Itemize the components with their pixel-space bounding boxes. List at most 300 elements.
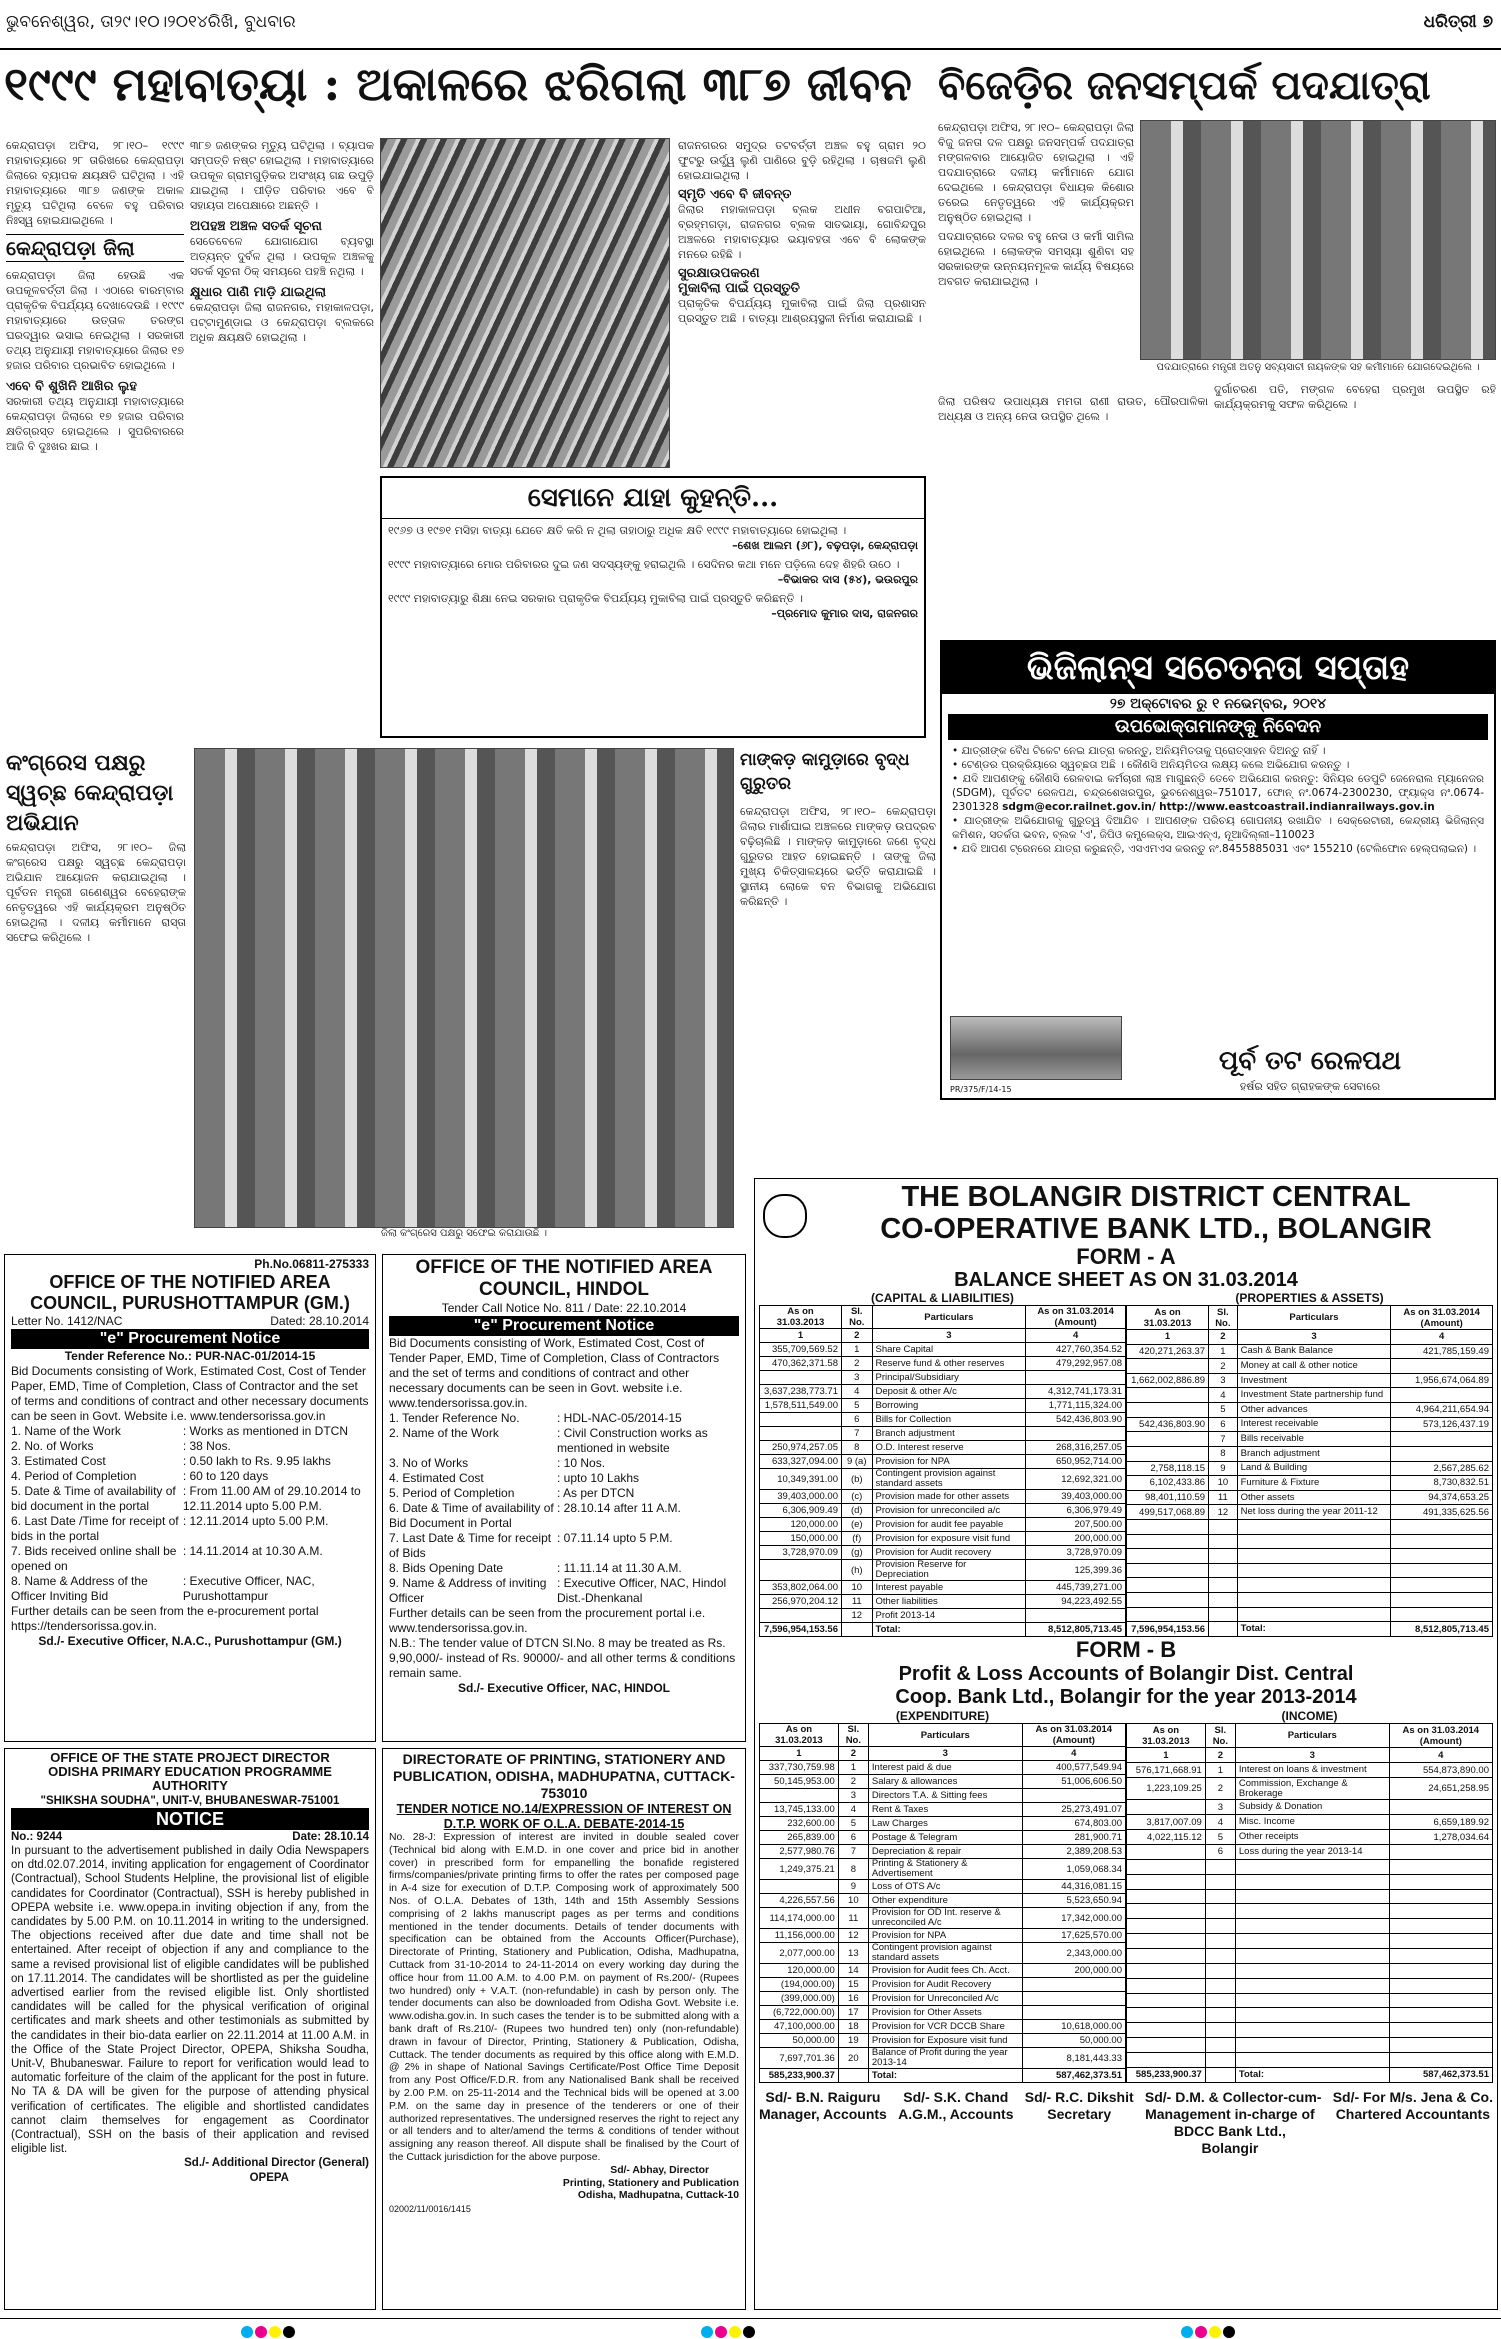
- table-cell: [1235, 2008, 1389, 2023]
- table-cell: [1389, 2053, 1492, 2068]
- table-cell: 8,512,805,713.45: [1391, 1622, 1493, 1637]
- nac2-item-value: : HDL-NAC-05/2014-15: [557, 1411, 682, 1425]
- table-cell: Depreciation & repair: [868, 1845, 1022, 1859]
- table-cell: (g): [842, 1546, 873, 1560]
- table-cell: [1391, 1563, 1493, 1578]
- table-cell: [1127, 1359, 1209, 1374]
- opepa-no: No.: 9244: [11, 1830, 63, 1843]
- balance-row: [1127, 1578, 1493, 1593]
- table-cell: 2: [838, 1775, 868, 1789]
- quote-3: ୧୯୯୯ ମହାବାତ୍ୟାରୁ ଶିକ୍ଷା ନେଇ ସରକାର ପ୍ରାକୃତିକ ବିପର୍ଯ୍ୟୟ ମୁକାବିଲା ପାଇଁ ପ୍ରସ୍ତୁତି କରିଛନ୍ତି ।: [388, 592, 803, 605]
- table-cell: Provision for Exposure visit fund: [868, 2034, 1022, 2048]
- table-cell: [1209, 1549, 1238, 1564]
- table-cell: 470,362,371.58: [760, 1357, 842, 1371]
- pl-income: [1126, 1723, 1493, 2083]
- table-cell: [1209, 1592, 1238, 1607]
- table-cell: [1389, 1845, 1492, 1860]
- vigilance-item-5: • ଯଦି ଆପଣ ଟ୍ରେନରେ ଯାତ୍ରା କରୁଛନ୍ତି, ଏସଏମଏସ କରନ୍ତୁ ନଂ.8455885031 ଏବଂ 155210 (ଟେଲିଫୋନ ହେଲ୍ପଲାଇନ) ।: [952, 843, 1477, 855]
- table-cell: Provision for VCR DCCB Share: [868, 2020, 1022, 2034]
- table-header: As on 31.03.2014 (Amount): [1022, 1724, 1125, 1747]
- table-cell: 9: [838, 1880, 868, 1894]
- table-cell: [1391, 1592, 1493, 1607]
- table-cell: [1389, 1963, 1492, 1978]
- nac2-item-key: 6. Date & Time of availability of Bid Document in Portal: [389, 1501, 554, 1530]
- pl-row: [1127, 2067, 1493, 2082]
- table-cell: 18: [838, 2020, 868, 2034]
- signature-name: Sd/- R.C. Dikshit: [1024, 2089, 1134, 2105]
- bjd-body: କେନ୍ଦ୍ରାପଡ଼ା ଅଫିସ, ୨୮।୧୦– କେନ୍ଦ୍ରାପଡ଼ା ଜିଲା ବିଜୁ ଜନତା ଦଳ ପକ୍ଷରୁ ଜନସମ୍ପର୍କ ପଦଯାତ୍ରା ମଙ୍ଗଳବାର ଆୟୋଜିତ ହୋଇଥିଲା । ଏହି ପଦଯାତ୍ରାରେ ଦଳୀୟ କର୍ମୀମାନେ ଯୋଗ ଦେଇଥିଲେ । କେନ୍ଦ୍ରାପଡ଼ା ବିଧାୟକ କିଶୋର ତରେଇ ନେତୃତ୍ୱରେ ଏହି କାର୍ଯ୍ୟକ୍ରମ ଅନୁଷ୍ଠିତ ହୋଇଥିଲା ।: [938, 121, 1134, 224]
- table-col-number: 3: [1237, 1330, 1391, 1345]
- table-col-number: 4: [1026, 1329, 1126, 1343]
- table-cell: [1022, 2006, 1125, 2020]
- table-cell: 94,374,653.25: [1391, 1490, 1493, 1505]
- table-cell: 2,077,000.00: [760, 1943, 839, 1964]
- nac2-item: [389, 1456, 739, 1471]
- pl-row: [1127, 1778, 1493, 1800]
- table-cell: Rent & Taxes: [868, 1803, 1022, 1817]
- table-cell: Other expenditure: [868, 1894, 1022, 1908]
- balance-row: [1127, 1373, 1493, 1388]
- pl-row: [760, 1803, 1126, 1817]
- balance-row: [760, 1357, 1126, 1371]
- table-cell: Provision for Unreconciled A/c: [868, 1992, 1022, 2006]
- table-cell: [1237, 1578, 1391, 1593]
- pl-row: [760, 1943, 1126, 1964]
- bjd-caption: ପଦଯାତ୍ରାରେ ମନ୍ତ୍ରୀ ଅତନୁ ସବ୍ୟସାଚୀ ନାୟକଙ୍କ ସହ କର୍ମୀମାନେ ଯୋଗଦେଇଥିଲେ ।: [1156, 362, 1480, 373]
- table-cell: 9 (a): [842, 1455, 873, 1469]
- vigilance-web[interactable]: http://www.eastcoastrail.indianrailways.gov.in: [1159, 801, 1435, 813]
- table-cell: 120,000.00: [760, 1964, 839, 1978]
- table-cell: [1237, 1607, 1391, 1622]
- table-cell: [760, 1560, 842, 1581]
- balance-row: [760, 1504, 1126, 1518]
- table-cell: 98,401,110.59: [1127, 1490, 1209, 1505]
- table-cell: (f): [842, 1532, 873, 1546]
- table-cell: 16: [838, 1992, 868, 2006]
- table-header: As on 31.03.2014 (Amount): [1026, 1306, 1126, 1329]
- cyclone-column-2: [190, 138, 374, 738]
- table-cell: 10: [842, 1581, 873, 1595]
- table-cell: [760, 1427, 842, 1441]
- table-cell: 7: [1209, 1432, 1238, 1447]
- table-col-number: 1: [760, 1329, 842, 1343]
- signature-name: Sd/- For M/s. Jena & Co.: [1332, 2089, 1493, 2105]
- table-cell: 8: [838, 1859, 868, 1880]
- table-cell: [1389, 2008, 1492, 2023]
- balance-row: [1127, 1534, 1493, 1549]
- table-header: Sl. No.: [838, 1724, 868, 1747]
- pl-row: [760, 1817, 1126, 1831]
- table-cell: 400,577,549.94: [1022, 1761, 1125, 1775]
- quotes-title: ସେମାନେ ଯାହା କୁହନ୍ତି...: [382, 478, 924, 519]
- cyclone-body-2: ୩୮୭ ଜଣଙ୍କର ମୃତ୍ୟୁ ଘଟିଥିଲା । ବ୍ୟାପକ ସମ୍ପତ୍ତି ନଷ୍ଟ ହୋଇଥିଲା । ମହାବାତ୍ୟାରେ ଉପକୂଳ ଗ୍ରାମଗୁଡ଼ିକର ଅସଂଖ୍ୟ ଗଛ ଉପୁଡ଼ି ଯାଇଥିଲା । ପୀଡ଼ିତ ପରିବାର ଏବେ ବି ସହାୟତା ଅପେକ୍ଷାରେ ଅଛନ୍ତି ।: [190, 139, 374, 212]
- table-cell: 51,006,606.50: [1022, 1775, 1125, 1789]
- table-cell: [1235, 1889, 1389, 1904]
- table-cell: 491,335,625.56: [1391, 1505, 1493, 1520]
- table-header: Particulars: [868, 1724, 1022, 1747]
- opepa-bar: NOTICE: [11, 1808, 369, 1830]
- pl-row: [1127, 1949, 1493, 1964]
- bank-pl-title-2: Coop. Bank Ltd., Bolangir for the year 2013-2014: [895, 1686, 1357, 1708]
- balance-row: [760, 1595, 1126, 1609]
- nac2-item: [389, 1561, 739, 1576]
- table-cell: 125,399.36: [1026, 1560, 1126, 1581]
- table-cell: 20: [838, 2048, 868, 2069]
- table-cell: Interest receivable: [1237, 1417, 1391, 1432]
- table-cell: 2: [842, 1357, 873, 1371]
- table-cell: Investment: [1237, 1373, 1391, 1388]
- table-cell: 39,403,000.00: [1026, 1490, 1126, 1504]
- table-cell: 1,278,034.64: [1389, 1830, 1492, 1845]
- nac2-item-value: : 10 Nos.: [557, 1456, 606, 1470]
- table-cell: 2: [1209, 1359, 1238, 1374]
- table-cell: [1127, 1563, 1209, 1578]
- table-cell: 1,771,115,324.00: [1026, 1399, 1126, 1413]
- table-cell: [1235, 1963, 1389, 1978]
- table-cell: 19: [838, 2034, 868, 2048]
- nac2-item: [389, 1486, 739, 1501]
- table-cell: Contingent provision against standard assets: [868, 1943, 1022, 1964]
- table-cell: [1391, 1578, 1493, 1593]
- table-cell: 13,745,133.00: [760, 1803, 839, 1817]
- table-cell: [1127, 1534, 1209, 1549]
- table-cell: 150,000.00: [760, 1532, 842, 1546]
- table-cell: 5: [1209, 1403, 1238, 1418]
- cyan-swatch: [701, 2326, 713, 2338]
- table-cell: Law Charges: [868, 1817, 1022, 1831]
- black-swatch: [743, 2326, 755, 2338]
- printing-title: DIRECTORATE OF PRINTING, STATIONERY AND PUBLICATION, ODISHA, MADHUPATNA, CUTTACK-753010: [393, 1751, 735, 1801]
- cyclone-body-5: କେନ୍ଦ୍ରାପଡ଼ା ଜିଲା ରାଜନଗର, ମହାକାଳପଡ଼ା, ପଟ୍ଟାମୁଣ୍ଡାଇ ଓ କେନ୍ଦ୍ରାପଡ଼ା ବ୍ଲକରେ ଅଧିକ କ୍ଷୟକ୍ଷତି ହୋଇଥିଲା ।: [190, 301, 374, 344]
- nac1-phone: Ph.No.06811-275333: [254, 1257, 369, 1271]
- table-cell: 50,000.00: [1022, 2034, 1125, 2048]
- train-photo: [950, 1016, 1122, 1080]
- pl-row: [1127, 1815, 1493, 1830]
- table-cell: 1,223,109.25: [1127, 1778, 1206, 1800]
- bank-signature: [1025, 2089, 1134, 2157]
- table-col-number: 2: [1205, 1748, 1235, 1763]
- nac1-item: [11, 1439, 369, 1454]
- table-cell: 573,126,437.19: [1391, 1417, 1493, 1432]
- table-cell: (e): [842, 1518, 873, 1532]
- table-cell: [1127, 1934, 1206, 1949]
- table-cell: 1: [838, 1761, 868, 1775]
- table-cell: 6: [1205, 1845, 1235, 1860]
- table-cell: 50,000.00: [760, 2034, 839, 2048]
- table-cell: [1205, 1859, 1235, 1874]
- nac-hindol-notice: [382, 1254, 746, 1742]
- table-header: Particulars: [872, 1306, 1026, 1329]
- table-cell: 3,728,970.09: [1026, 1546, 1126, 1560]
- table-cell: Commission, Exchange & Brokerage: [1235, 1778, 1389, 1800]
- nac1-item: [11, 1454, 369, 1469]
- table-cell: 200,000.00: [1022, 1964, 1125, 1978]
- bjd-column-3: [1214, 382, 1496, 632]
- nac1-item: [11, 1544, 369, 1574]
- table-cell: [1205, 2067, 1235, 2082]
- table-cell: 11: [838, 1908, 868, 1929]
- table-cell: 12,692,321.00: [1026, 1469, 1126, 1490]
- table-header: As on 31.03.2014 (Amount): [1389, 1724, 1492, 1748]
- table-cell: 3: [842, 1371, 873, 1385]
- bank-form-b: FORM - B: [1075, 1637, 1177, 1662]
- table-cell: [1205, 2038, 1235, 2053]
- magenta-swatch: [255, 2326, 267, 2338]
- nac2-item-key: 3. No of Works: [389, 1456, 469, 1470]
- table-header: As on 31.03.2013: [760, 1724, 839, 1747]
- balance-row: [760, 1343, 1126, 1357]
- quote-2-by: –ବିଭାକର ଦାସ (୫୪), ଭଉରପୁର: [777, 573, 918, 586]
- table-cell: Total:: [1237, 1622, 1391, 1637]
- pl-row: [1127, 2008, 1493, 2023]
- printing-sign-1: Sd/- Abhay, Director: [610, 2164, 709, 2176]
- magenta-swatch: [1195, 2326, 1207, 2338]
- pl-row: [760, 1894, 1126, 1908]
- table-cell: 24,651,258.95: [1389, 1778, 1492, 1800]
- table-cell: 1,662,002,886.89: [1127, 1373, 1209, 1388]
- pl-row: [1127, 1845, 1493, 1860]
- nac2-title: OFFICE OF THE NOTIFIED AREA COUNCIL, HINDOL: [415, 1257, 713, 1300]
- table-cell: 4,022,115.12: [1127, 1830, 1206, 1845]
- table-cell: Reserve fund & other reserves: [872, 1357, 1026, 1371]
- table-cell: Land & Building: [1237, 1461, 1391, 1476]
- table-cell: [1205, 1889, 1235, 1904]
- table-cell: 4,312,741,173.31: [1026, 1385, 1126, 1399]
- table-cell: [1209, 1563, 1238, 1578]
- table-header: Particulars: [1237, 1306, 1391, 1330]
- table-cell: [1127, 1519, 1209, 1534]
- table-cell: O.D. Interest reserve: [872, 1441, 1026, 1455]
- quotes-box: [380, 476, 926, 738]
- table-cell: [1022, 1978, 1125, 1992]
- table-cell: [1235, 2053, 1389, 2068]
- opepa-notice: [4, 1748, 376, 2310]
- vigilance-item-5-text: ଯଦି ଆପଣ ଟ୍ରେନରେ ଯାତ୍ରା କରୁଛନ୍ତି, ଏସଏମଏସ କରନ୍ତୁ ନଂ.8455885031 ଏବଂ 155210 (ଟେଲିଫୋନ ହେଲ୍ପଲାଇନ) ।: [961, 843, 1477, 855]
- table-cell: 2,343,000.00: [1022, 1943, 1125, 1964]
- bjd-column-1: [938, 120, 1134, 390]
- quote-3-by: –ପ୍ରମୋଦ କୁମାର ଦାସ, ରାଜନଗର: [771, 607, 918, 620]
- table-cell: 7,596,954,153.56: [1127, 1622, 1209, 1637]
- table-cell: Profit 2013-14: [872, 1609, 1026, 1623]
- table-cell: [1205, 2023, 1235, 2038]
- vigilance-ad: [940, 640, 1496, 1100]
- table-cell: Cash & Bank Balance: [1237, 1344, 1391, 1359]
- vigilance-subtitle: ଉପଭୋକ୍ତାମାନଙ୍କୁ ନିବେଦନ: [948, 714, 1488, 740]
- table-cell: (6,722,000.00): [760, 2006, 839, 2020]
- balance-row: [760, 1371, 1126, 1385]
- quote-1-by: –ଶେଖ ଆଲମ (୬୮), ବଢ଼ପଡ଼ା, କେନ୍ଦ୍ରାପଡ଼ା: [732, 539, 918, 552]
- table-cell: 6: [842, 1413, 873, 1427]
- pl-row: [1127, 1993, 1493, 2008]
- table-cell: Other receipts: [1235, 1830, 1389, 1845]
- table-col-number: 4: [1022, 1747, 1125, 1761]
- table-cell: Salary & allowances: [868, 1775, 1022, 1789]
- market-headline: ମାଙ୍କଡ଼ କାମୁଡ଼ାରେ ବୃଦ୍ଧ ଗୁରୁତର: [740, 750, 910, 794]
- table-cell: [1235, 1874, 1389, 1889]
- bank-exp-head: (EXPENDITURE): [895, 1709, 990, 1723]
- nac2-item: [389, 1576, 739, 1606]
- table-cell: 479,292,957.08: [1026, 1357, 1126, 1371]
- balance-row: [760, 1560, 1126, 1581]
- table-cell: [1127, 2008, 1206, 2023]
- table-cell: 2,577,980.76: [760, 1845, 839, 1859]
- table-cell: [760, 1609, 842, 1623]
- table-cell: [1127, 1403, 1209, 1418]
- table-cell: 281,900.71: [1022, 1831, 1125, 1845]
- nac1-item-value: : 0.50 lakh to Rs. 9.95 lakhs: [182, 1454, 331, 1468]
- cyclone-photo: [380, 138, 670, 468]
- table-cell: Directors T.A. & Sitting fees: [868, 1789, 1022, 1803]
- nac1-item-key: 6. Last Date /Time for receipt of bids in the portal: [11, 1514, 179, 1543]
- signature-name: Sd/- B.N. Raiguru: [765, 2089, 881, 2105]
- table-cell: [1127, 1919, 1206, 1934]
- nac1-item-key: 7. Bids received online shall be opened on: [11, 1544, 177, 1573]
- bank-inc-head: (INCOME): [1281, 1709, 1338, 1723]
- nac2-item: [389, 1501, 739, 1531]
- table-cell: 47,100,000.00: [760, 2020, 839, 2034]
- table-cell: 207,500.00: [1026, 1518, 1126, 1532]
- nac1-item-key: 8. Name & Address of the Officer Inviting Bid: [11, 1574, 148, 1603]
- balance-sheet-assets: [1126, 1305, 1493, 1637]
- nac2-item-value: : As per DTCN: [557, 1486, 635, 1500]
- table-cell: Total:: [868, 2069, 1022, 2083]
- signature-name: Sd/- S.K. Chand: [903, 2089, 1009, 2105]
- bank-signature: [759, 2089, 887, 2157]
- balance-row: [1127, 1388, 1493, 1403]
- table-cell: [1127, 1874, 1206, 1889]
- table-cell: 427,760,354.52: [1026, 1343, 1126, 1357]
- quote-1: ୧୯୬୭ ଓ ୧୯୭୧ ମସିହା ବାତ୍ୟା ଯେତେ କ୍ଷତି କରି ନ ଥିଲା ତାହାଠାରୁ ଅଧିକ କ୍ଷତି ୧୯୯୯ ମହାବାତ୍ୟାରେ ହୋଇଥିଲା ।: [388, 524, 847, 537]
- table-cell: [760, 1413, 842, 1427]
- table-cell: [1127, 1859, 1206, 1874]
- table-cell: 7: [838, 1845, 868, 1859]
- nac1-item: [11, 1424, 369, 1439]
- balance-row: [1127, 1490, 1493, 1505]
- table-cell: [1235, 1904, 1389, 1919]
- table-cell: 587,462,373.51: [1022, 2069, 1125, 2083]
- table-col-number: 1: [760, 1747, 839, 1761]
- table-cell: 542,436,803.90: [1127, 1417, 1209, 1432]
- table-header: As on 31.03.2013: [1127, 1306, 1209, 1330]
- table-cell: [1127, 1904, 1206, 1919]
- table-header: Sl. No.: [1209, 1306, 1238, 1330]
- bjd-body-3: ଜିଲା ପରିଷଦ ଉପାଧ୍ୟକ୍ଷ ମମତା ରାଣୀ ରାଉତ, ପୌରପାଳିକା ଅଧ୍ୟକ୍ଷ ଓ ଅନ୍ୟ ନେତା ଉପସ୍ଥିତ ଥିଲେ ।: [938, 395, 1208, 423]
- table-cell: Net loss during the year 2011-12: [1237, 1505, 1391, 1520]
- table-cell: [1022, 1992, 1125, 2006]
- nac2-tender: Tender Call Notice No. 811 / Date: 22.10.2014: [441, 1301, 687, 1315]
- table-cell: [1209, 1607, 1238, 1622]
- balance-row: [1127, 1549, 1493, 1564]
- table-cell: 3,637,238,773.71: [760, 1385, 842, 1399]
- table-cell: Provision for OD Int. reserve & unreconciled A/c: [868, 1908, 1022, 1929]
- table-cell: [838, 2069, 868, 2083]
- table-cell: 10: [838, 1894, 868, 1908]
- table-cell: Misc. Income: [1235, 1815, 1389, 1830]
- cyclone-col4-body: ରାଜନଗରର ସମୁଦ୍ର ତଟବର୍ତ୍ତୀ ଅଞ୍ଚଳ ବହୁ ଗ୍ରାମ ୨୦ ଫୁଟରୁ ଉର୍ଦ୍ଧ୍ୱ ଲୁଣି ପାଣିରେ ବୁଡ଼ି ରହିଥିଲା । ଚାଷଜମି ଲୁଣି ହୋଇଯାଇଥିଲା ।: [678, 139, 926, 182]
- balance-row: [1127, 1446, 1493, 1461]
- table-cell: [1237, 1563, 1391, 1578]
- table-cell: [760, 1789, 839, 1803]
- table-cell: 10,618,000.00: [1022, 2020, 1125, 2034]
- table-cell: Money at call & other notice: [1237, 1359, 1391, 1374]
- table-cell: 445,739,271.00: [1026, 1581, 1126, 1595]
- table-cell: [1127, 1889, 1206, 1904]
- vigilance-footer: ପୂର୍ବ ତଟ ରେଳପଥ: [1218, 1046, 1402, 1076]
- table-cell: 5,523,650.94: [1022, 1894, 1125, 1908]
- table-cell: Principal/Subsidiary: [872, 1371, 1026, 1385]
- table-header: As on 31.03.2013: [1127, 1724, 1206, 1748]
- pl-row: [760, 2034, 1126, 2048]
- pl-row: [760, 2069, 1126, 2083]
- table-cell: [1391, 1432, 1493, 1447]
- pl-row: [1127, 1800, 1493, 1815]
- pl-row: [1127, 2023, 1493, 2038]
- table-cell: [1209, 1534, 1238, 1549]
- table-cell: [1391, 1388, 1493, 1403]
- pl-row: [1127, 1763, 1493, 1778]
- table-cell: [1237, 1519, 1391, 1534]
- table-cell: 3: [1209, 1373, 1238, 1388]
- nac1-item-value: : Works as mentioned in DTCN: [182, 1424, 348, 1438]
- table-col-number: 3: [872, 1329, 1026, 1343]
- bjd-body-4: ଦୁର୍ଗାଚରଣ ପତି, ମଙ୍ଗଳ ବେହେରା ପ୍ରମୁଖ ଉପସ୍ଥିତ ରହି କାର୍ଯ୍ୟକ୍ରମକୁ ସଫଳ କରିଥିଲେ ।: [1214, 383, 1496, 411]
- table-col-number: 2: [838, 1747, 868, 1761]
- table-cell: 4,226,557.56: [760, 1894, 839, 1908]
- table-cell: Provision for audit fee payable: [872, 1518, 1026, 1532]
- table-cell: [1235, 1993, 1389, 2008]
- nac1-letter: Letter No. 1412/NAC: [11, 1314, 123, 1328]
- vigilance-email[interactable]: sdgm@ecor.railnet.gov.in/: [1002, 801, 1156, 813]
- table-cell: Investment State partnership fund: [1237, 1388, 1391, 1403]
- pl-row: [1127, 1978, 1493, 1993]
- pl-row: [760, 1831, 1126, 1845]
- table-cell: 6: [1209, 1417, 1238, 1432]
- table-cell: [1026, 1609, 1126, 1623]
- bank-left-head: (CAPITAL & LIABILITIES): [871, 1291, 1014, 1305]
- table-cell: Loss of OTS A/c: [868, 1880, 1022, 1894]
- table-cell: 6: [838, 1831, 868, 1845]
- table-cell: Bills for Collection: [872, 1413, 1026, 1427]
- bank-bs-title: BALANCE SHEET AS ON 31.03.2014: [954, 1269, 1298, 1291]
- cyclone-col4-body-3: ପ୍ରାକୃତିକ ବିପର୍ଯ୍ୟୟ ମୁକାବିଲା ପାଇଁ ଜିଲା ପ୍ରଶାସନ ପ୍ରସ୍ତୁତ ଅଛି । ବାତ୍ୟା ଆଶ୍ରୟସ୍ଥଳୀ ନିର୍ମାଣ କରାଯାଇଛି ।: [678, 297, 926, 325]
- table-cell: [1237, 1534, 1391, 1549]
- nac1-item: [11, 1574, 369, 1604]
- table-cell: (d): [842, 1504, 873, 1518]
- table-cell: 421,785,159.49: [1391, 1344, 1493, 1359]
- market-body: କେନ୍ଦ୍ରାପଡ଼ା ଅଫିସ, ୨୮।୧୦– କେନ୍ଦ୍ରାପଡ଼ା ଜିଲାର ମାର୍ଶାଘାଇ ଅଞ୍ଚଳରେ ମାଙ୍କଡ଼ ଉପଦ୍ରବ ବଢ଼ିଚାଲିଛି । ମାଙ୍କଡ଼ କାମୁଡ଼ାରେ ଜଣେ ବୃଦ୍ଧ ଗୁରୁତର ଆହତ ହୋଇଛନ୍ତି । ତାଙ୍କୁ ଜିଲା ମୁଖ୍ୟ ଚିକିତ୍ସାଳୟରେ ଭର୍ତ୍ତି କରାଯାଇଛି । ସ୍ଥାନୀୟ ଲୋକେ ବନ ବିଭାଗକୁ ଅଭିଯୋଗ କରିଛନ୍ତି ।: [740, 805, 936, 908]
- table-cell: [1389, 1919, 1492, 1934]
- vigilance-code: PR/375/F/14-15: [950, 1085, 1012, 1094]
- table-cell: [1205, 1934, 1235, 1949]
- table-cell: 6,102,433.86: [1127, 1476, 1209, 1491]
- pl-row: [1127, 1889, 1493, 1904]
- table-cell: [1237, 1592, 1391, 1607]
- table-cell: 8,512,805,713.45: [1026, 1623, 1126, 1637]
- table-cell: 5: [842, 1399, 873, 1413]
- table-col-number: 4: [1389, 1748, 1492, 1763]
- balance-row: [760, 1413, 1126, 1427]
- table-cell: 7: [842, 1427, 873, 1441]
- balance-row: [760, 1532, 1126, 1546]
- table-cell: 1: [842, 1343, 873, 1357]
- table-col-number: 2: [842, 1329, 873, 1343]
- nac-purushottampur-notice: [4, 1254, 376, 1742]
- table-cell: 3,728,970.09: [760, 1546, 842, 1560]
- nac1-item-value: : Executive Officer, NAC, Purushottampur: [182, 1574, 315, 1603]
- table-cell: 554,873,890.00: [1389, 1763, 1492, 1778]
- balance-row: [1127, 1461, 1493, 1476]
- table-cell: 8,181,443.33: [1022, 2048, 1125, 2069]
